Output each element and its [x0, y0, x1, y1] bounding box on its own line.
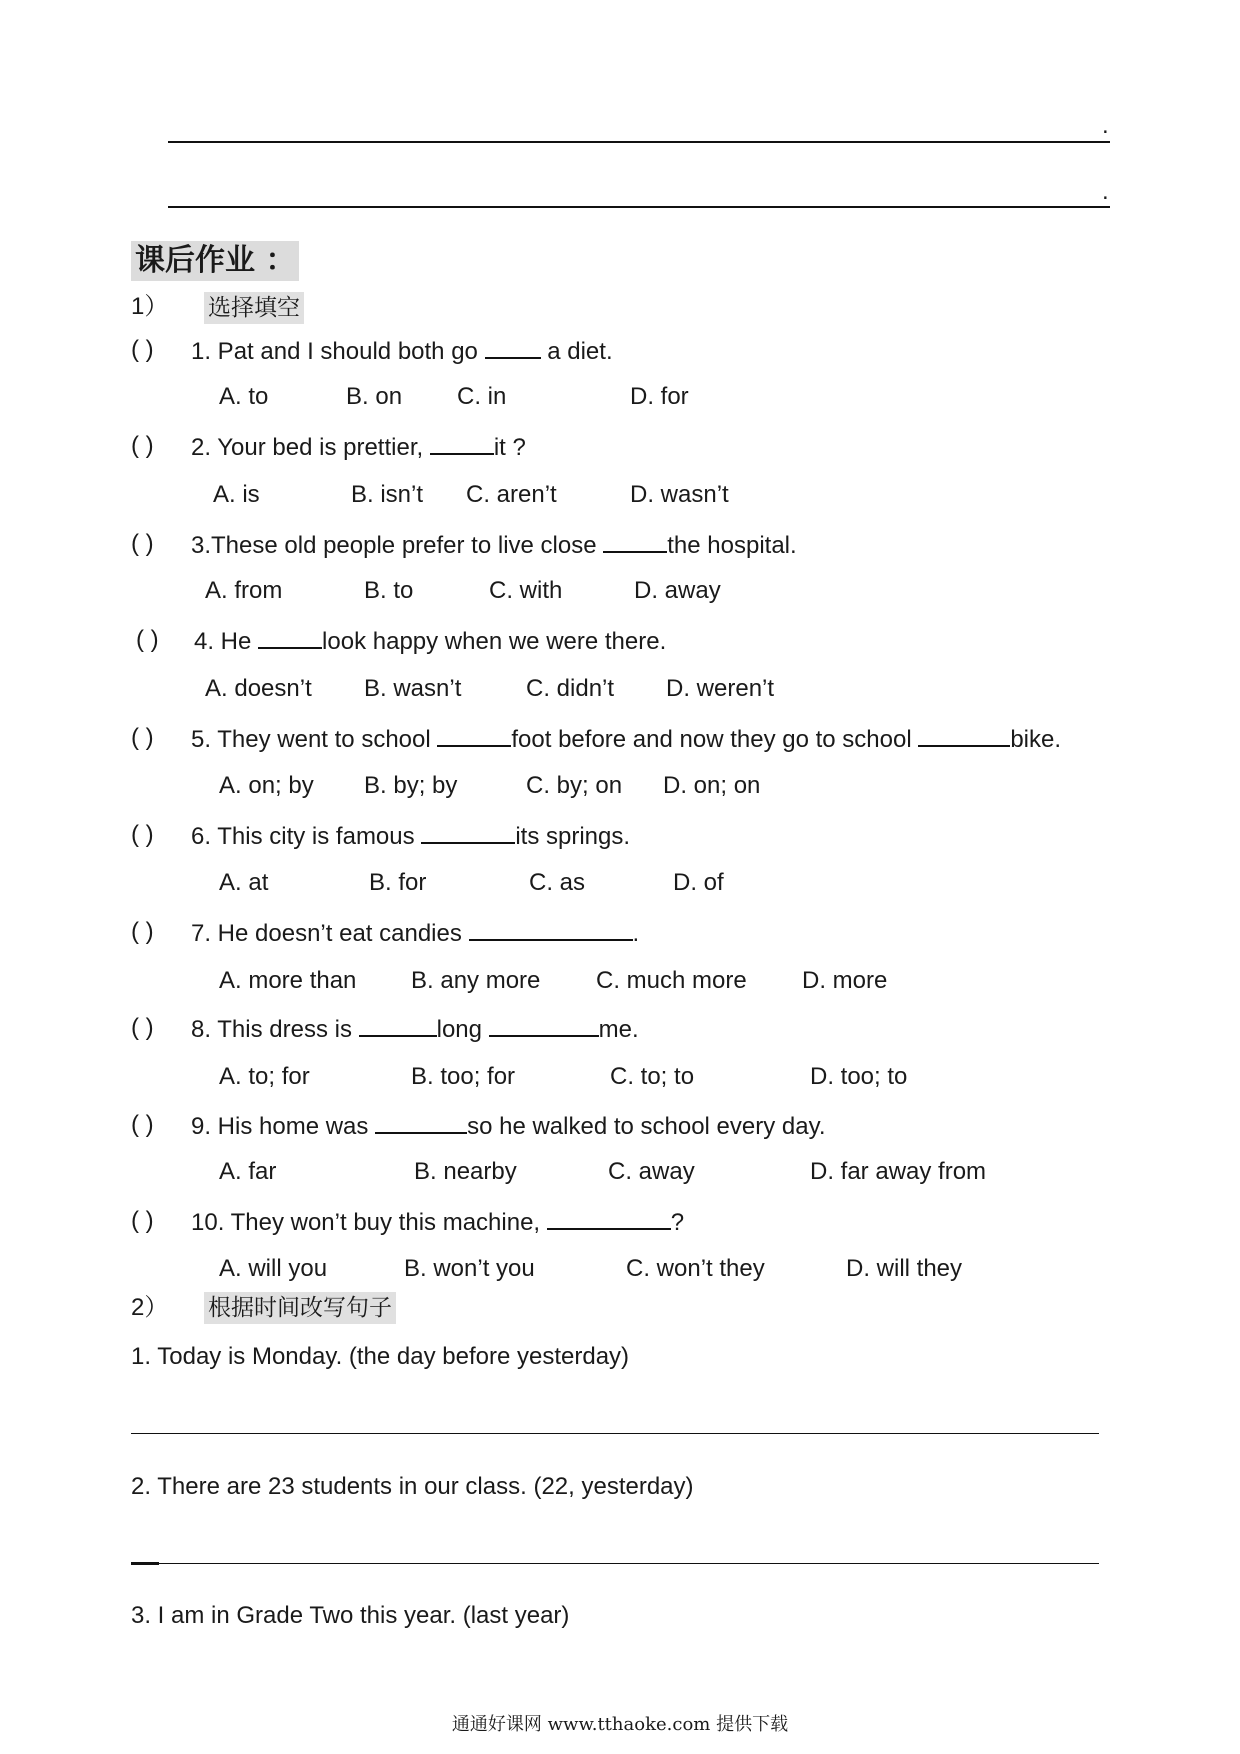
option-b: B. won’t you: [404, 1255, 535, 1282]
answer-blank[interactable]: [485, 335, 541, 359]
option-d: D. of: [673, 869, 724, 896]
answer-paren: ( ): [131, 432, 154, 459]
option-b: B. too; for: [411, 1063, 516, 1090]
option-a: A. at: [219, 869, 269, 896]
option-c: C. by; on: [526, 772, 623, 799]
question-10: 10. They won’t buy this machine, ?: [191, 1206, 684, 1238]
option-b: B. nearby: [414, 1158, 517, 1185]
option-c: C. as: [529, 869, 586, 896]
option-b: B. wasn’t: [364, 675, 462, 702]
option-a: A. is: [213, 481, 260, 508]
rewrite-item-2: 2. There are 23 students in our class. (22, yesterday): [131, 1473, 694, 1500]
option-a: A. to: [219, 383, 269, 410]
option-a: A. on; by: [219, 772, 314, 799]
answer-blank[interactable]: [547, 1206, 671, 1230]
option-a: A. from: [205, 577, 283, 604]
option-d: D. wasn’t: [630, 481, 729, 508]
question-7: 7. He doesn’t eat candies .: [191, 917, 639, 949]
option-c: C. much more: [596, 967, 747, 994]
answer-paren: ( ): [131, 724, 154, 751]
answer-blank[interactable]: [430, 431, 494, 455]
answer-blank[interactable]: [421, 820, 515, 844]
option-c: C. aren’t: [466, 481, 557, 508]
page-footer: 通通好课网 www.tthaoke.com 提供下载: [451, 1714, 789, 1735]
option-d: D. far away from: [810, 1158, 987, 1185]
option-d: D. away: [634, 577, 721, 604]
part2-number: 2）: [131, 1294, 169, 1321]
line-end-period: .: [1102, 178, 1109, 205]
answer-line-top-2: [168, 206, 1110, 208]
option-a: A. more than: [219, 967, 357, 994]
answer-line-start-mark: [131, 1562, 159, 1565]
answer-line[interactable]: [131, 1433, 1099, 1434]
question-9: 9. His home was so he walked to school every day.: [191, 1110, 826, 1142]
answer-paren: ( ): [131, 1111, 154, 1138]
option-b: B. isn’t: [351, 481, 424, 508]
option-a: A. far: [219, 1158, 277, 1185]
option-d: D. for: [630, 383, 689, 410]
question-6: 6. This city is famous its springs.: [191, 820, 630, 852]
option-c: C. won’t they: [626, 1255, 765, 1282]
option-b: B. for: [369, 869, 427, 896]
option-c: C. with: [489, 577, 563, 604]
question-1: 1. Pat and I should both go a diet.: [191, 335, 613, 367]
option-b: B. by; by: [364, 772, 458, 799]
option-b: B. any more: [411, 967, 541, 994]
question-8: 8. This dress is long me.: [191, 1013, 639, 1045]
answer-paren: ( ): [131, 1014, 154, 1041]
rewrite-item-1: 1. Today is Monday. (the day before yesterday): [131, 1343, 630, 1370]
answer-paren: ( ): [136, 626, 159, 653]
answer-paren: ( ): [131, 821, 154, 848]
question-3: 3.These old people prefer to live close the hospital.: [191, 529, 797, 561]
answer-blank[interactable]: [489, 1013, 599, 1037]
option-b: B. on: [346, 383, 403, 410]
line-end-period: .: [1102, 112, 1109, 139]
option-a: A. doesn’t: [205, 675, 312, 702]
option-d: D. on; on: [663, 772, 761, 799]
option-c: C. didn’t: [526, 675, 615, 702]
answer-blank[interactable]: [469, 917, 633, 941]
option-d: D. weren’t: [666, 675, 775, 702]
option-a: A. to; for: [219, 1063, 310, 1090]
part2-title: 根据时间改写句子: [204, 1292, 396, 1324]
answer-line[interactable]: [131, 1563, 1099, 1564]
answer-blank[interactable]: [258, 625, 322, 649]
option-c: C. in: [457, 383, 507, 410]
answer-paren: ( ): [131, 336, 154, 363]
rewrite-item-3: 3. I am in Grade Two this year. (last year): [131, 1602, 570, 1629]
answer-paren: ( ): [131, 918, 154, 945]
answer-blank[interactable]: [603, 529, 667, 553]
answer-blank[interactable]: [359, 1013, 437, 1037]
part1-title: 选择填空: [204, 292, 304, 324]
section-title: 课后作业 ：: [131, 241, 299, 281]
option-d: D. more: [802, 967, 888, 994]
answer-paren: ( ): [131, 1207, 154, 1234]
question-4: 4. He look happy when we were there.: [194, 625, 666, 657]
option-b: B. to: [364, 577, 414, 604]
part1-number: 1）: [131, 293, 169, 320]
answer-paren: ( ): [131, 530, 154, 557]
option-a: A. will you: [219, 1255, 328, 1282]
option-d: D. too; to: [810, 1063, 908, 1090]
answer-blank[interactable]: [375, 1110, 467, 1134]
option-c: C. to; to: [610, 1063, 695, 1090]
answer-line-top-1: [168, 141, 1110, 143]
option-d: D. will they: [846, 1255, 963, 1282]
answer-blank[interactable]: [437, 723, 511, 747]
option-c: C. away: [608, 1158, 695, 1185]
question-2: 2. Your bed is prettier, it ?: [191, 431, 526, 463]
question-5: 5. They went to school foot before and now they go to school bike.: [191, 723, 1061, 755]
answer-blank[interactable]: [918, 723, 1010, 747]
